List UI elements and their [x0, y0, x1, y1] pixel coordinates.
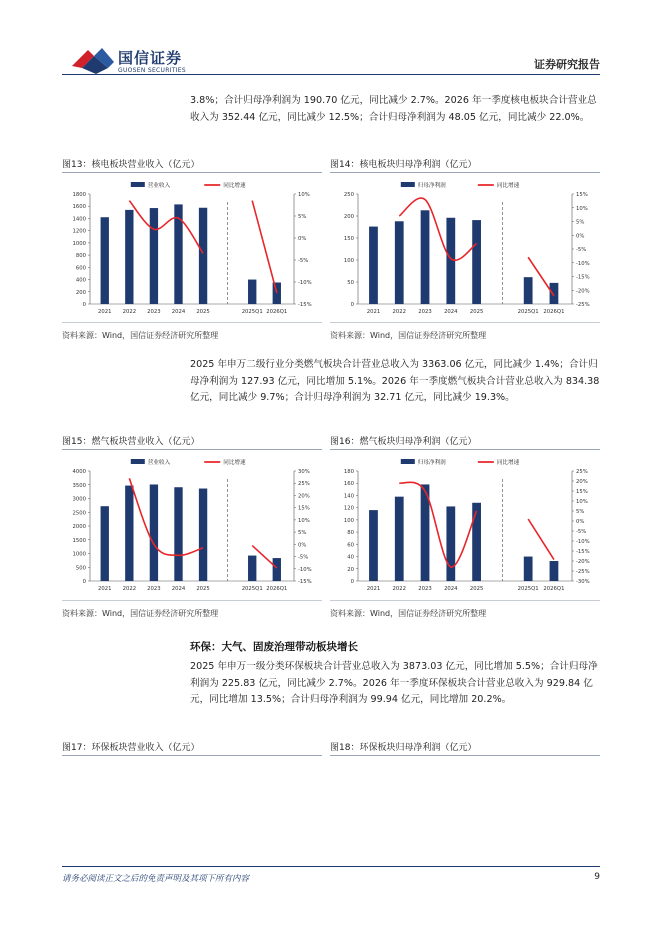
growth-line-annual	[399, 482, 476, 567]
right-tick-label: 30%	[298, 469, 310, 475]
paragraph-environment: 2025 年申万一级分类环保板块合计营业总收入为 3873.03 亿元，同比增加 5.5%；合计归母净利润为 225.83 亿元，同比减少 2.7%。2026 年一季度环保板块合计营业总收入为 929.84 亿元，同比增加 13.5%；合计归母净利润为 99.94 亿元，同比增加 20.2%。	[190, 661, 598, 705]
x-tick-label: 2025Q1	[517, 309, 539, 315]
right-tick-label: 10%	[576, 205, 588, 212]
left-tick-label: 4000	[72, 469, 86, 475]
left-tick-label: 400	[75, 277, 86, 284]
bar-2022	[125, 486, 133, 581]
right-tick-label: 5%	[298, 530, 307, 537]
growth-line-quarterly	[252, 201, 277, 293]
fig15-source: 资料来源：Wind，国信证券经济研究所整理	[62, 609, 219, 618]
bar-2021	[101, 506, 109, 581]
bar-2022	[395, 221, 404, 304]
bar-2025	[199, 208, 207, 304]
bar-2025	[472, 220, 481, 304]
growth-line-annual	[399, 198, 476, 260]
bar-2026Q1	[273, 282, 281, 304]
right-tick-label: -5%	[576, 529, 587, 535]
right-tick-label: -15%	[576, 274, 590, 281]
left-tick-label: 120	[343, 505, 354, 512]
right-tick-label: 5%	[576, 219, 585, 226]
right-tick-label: 0%	[298, 542, 307, 549]
left-tick-label: 0	[82, 579, 86, 585]
fig15-chart	[62, 453, 324, 595]
x-tick-label: 2021	[366, 309, 381, 315]
left-tick-label: 0	[350, 579, 354, 585]
legend-bar-label: 归母净利润	[417, 460, 446, 466]
fig13-top-rule	[62, 172, 322, 173]
company-name-en: GUOSEN SECURITIES	[118, 67, 187, 74]
bar-2024	[174, 204, 182, 304]
right-tick-label: 5%	[298, 214, 307, 220]
bar-2021	[369, 510, 378, 581]
right-tick-label: 25%	[298, 481, 310, 488]
legend-bar-label: 营业收入	[147, 460, 171, 466]
legend-line-label: 同比增速	[223, 460, 246, 466]
left-tick-label: 2500	[72, 510, 86, 517]
fig14-chart	[330, 176, 602, 318]
bar-2025Q1	[248, 280, 256, 304]
x-tick-label: 2026Q1	[543, 309, 565, 315]
fig16-top-rule	[330, 449, 600, 450]
x-tick-label: 2023	[147, 309, 161, 315]
growth-line-annual	[129, 201, 203, 254]
bar-2022	[395, 497, 404, 581]
left-tick-label: 20	[347, 566, 354, 573]
legend-bar-swatch	[401, 182, 415, 187]
fig16-chart	[330, 453, 602, 595]
report-type: 证券研究报告	[534, 58, 600, 71]
left-tick-label: 3000	[72, 496, 86, 503]
legend-bar-swatch	[401, 459, 415, 464]
left-tick-label: 1000	[72, 551, 86, 558]
right-tick-label: -20%	[576, 288, 590, 295]
footer-disclaimer: 请务必阅读正文之后的免责声明及其项下所有内容	[62, 874, 250, 884]
left-tick-label: 40	[347, 554, 354, 561]
bar-2024	[446, 506, 455, 581]
x-tick-label: 2026Q1	[543, 586, 565, 592]
footer-rule	[62, 866, 600, 867]
right-tick-label: -15%	[576, 549, 590, 555]
bar-2026Q1	[550, 561, 559, 581]
right-tick-label: 15%	[298, 505, 310, 512]
x-tick-label: 2023	[418, 309, 432, 315]
x-tick-label: 2025	[196, 586, 210, 592]
right-tick-label: 0%	[298, 236, 307, 242]
bar-2023	[421, 210, 430, 304]
right-tick-label: -5%	[298, 554, 309, 561]
right-tick-label: -10%	[298, 280, 312, 286]
fig15-top-rule	[62, 449, 322, 450]
legend-bar-swatch	[131, 459, 145, 464]
right-tick-label: 20%	[576, 479, 588, 485]
right-tick-label: 25%	[576, 469, 588, 475]
fig14-bottom-rule	[330, 322, 600, 323]
left-tick-label: 600	[75, 265, 86, 272]
x-tick-label: 2024	[171, 586, 186, 592]
left-tick-label: 200	[75, 289, 86, 296]
section-heading-environment: 环保：大气、固废治理带动板块增长	[190, 641, 358, 653]
x-tick-label: 2021	[366, 586, 381, 592]
x-tick-label: 2022	[392, 309, 406, 315]
fig15-title: 图15：燃气板块营业收入（亿元）	[62, 437, 200, 447]
legend-bar-label: 营业收入	[147, 183, 171, 189]
left-tick-label: 50	[347, 280, 354, 286]
legend-line-label: 同比增速	[496, 183, 520, 189]
left-tick-label: 160	[343, 481, 354, 488]
x-tick-label: 2024	[171, 309, 186, 315]
x-tick-label: 2025	[469, 309, 484, 315]
paragraph-nuclear: 3.8%；合计归母净利润为 190.70 亿元，同比减少 2.7%。2026 年一季度核电板块合计营业总收入为 352.44 亿元，同比减少 12.5%；合计归母净利润为 48.05 亿元，同比减少 22.0%。	[190, 95, 597, 123]
fig14-title: 图14：核电板块归母净利润（亿元）	[330, 160, 477, 170]
left-tick-label: 1200	[72, 228, 86, 235]
right-tick-label: 5%	[576, 509, 585, 515]
x-tick-label: 2023	[418, 586, 432, 592]
right-tick-label: -5%	[298, 258, 309, 264]
legend-line-label: 同比增速	[223, 183, 246, 189]
right-tick-label: -25%	[576, 569, 590, 575]
fig14-source: 资料来源：Wind，国信证券经济研究所整理	[330, 331, 487, 340]
left-tick-label: 500	[75, 565, 86, 572]
bar-2024	[174, 487, 182, 581]
right-tick-label: 10%	[298, 192, 310, 198]
bar-2025	[199, 489, 207, 581]
left-tick-label: 1800	[72, 192, 86, 198]
fig15-bottom-rule	[62, 600, 322, 601]
bar-2025Q1	[524, 557, 533, 581]
left-tick-label: 140	[343, 493, 354, 500]
bar-2021	[101, 217, 109, 304]
bar-2025Q1	[248, 556, 256, 581]
fig17-title: 图17：环保板块营业收入（亿元）	[62, 743, 200, 753]
right-tick-label: 10%	[298, 517, 310, 524]
left-tick-label: 1000	[72, 240, 86, 247]
growth-line-annual	[129, 478, 203, 555]
company-name: 国信证券	[118, 49, 183, 67]
bar-2023	[150, 208, 158, 304]
right-tick-label: 15%	[576, 489, 588, 495]
left-tick-label: 100	[343, 258, 354, 264]
x-tick-label: 2025Q1	[517, 586, 539, 592]
right-tick-label: -15%	[298, 302, 312, 308]
left-tick-label: 800	[75, 253, 86, 260]
legend-line-label: 同比增速	[496, 460, 520, 466]
left-tick-label: 100	[343, 517, 354, 524]
x-tick-label: 2026Q1	[266, 309, 288, 315]
right-tick-label: -15%	[298, 579, 312, 585]
x-tick-label: 2025Q1	[241, 586, 263, 592]
fig13-chart	[62, 176, 324, 318]
x-tick-label: 2026Q1	[266, 586, 288, 592]
left-tick-label: 250	[343, 192, 354, 198]
right-tick-label: 20%	[298, 493, 310, 500]
x-tick-label: 2025	[469, 586, 484, 592]
left-tick-label: 1500	[72, 537, 86, 544]
fig16-bottom-rule	[330, 600, 600, 601]
x-tick-label: 2021	[98, 309, 112, 315]
x-tick-label: 2024	[444, 586, 458, 592]
x-tick-label: 2025Q1	[241, 309, 263, 315]
fig17-top-rule	[62, 755, 322, 756]
bar-2023	[150, 484, 158, 581]
left-tick-label: 80	[347, 530, 354, 537]
legend-bar-swatch	[131, 182, 145, 187]
fig13-bottom-rule	[62, 322, 322, 323]
fig16-source: 资料来源：Wind，国信证券经济研究所整理	[330, 609, 487, 618]
fig13-source: 资料来源：Wind，国信证券经济研究所整理	[62, 331, 219, 340]
x-tick-label: 2023	[147, 586, 161, 592]
x-tick-label: 2024	[444, 309, 458, 315]
left-tick-label: 150	[343, 236, 354, 242]
bar-2025Q1	[524, 277, 533, 304]
x-tick-label: 2022	[122, 309, 137, 315]
right-tick-label: 0%	[576, 519, 585, 525]
x-tick-label: 2021	[98, 586, 112, 592]
right-tick-label: -5%	[576, 247, 587, 253]
right-tick-label: -10%	[298, 566, 312, 573]
right-tick-label: 0%	[576, 233, 585, 240]
growth-line-quarterly	[528, 519, 554, 560]
left-tick-label: 60	[347, 542, 354, 549]
guosen-logo	[68, 44, 118, 78]
right-tick-label: -10%	[576, 260, 590, 267]
x-tick-label: 2022	[392, 586, 406, 592]
right-tick-label: 10%	[576, 499, 588, 505]
right-tick-label: -20%	[576, 559, 590, 565]
left-tick-label: 1600	[72, 204, 86, 211]
fig16-title: 图16：燃气板块归母净利润（亿元）	[330, 437, 477, 447]
fig13-title: 图13：核电板块营业收入（亿元）	[62, 160, 200, 170]
fig14-top-rule	[330, 172, 600, 173]
bar-2026Q1	[550, 283, 559, 304]
right-tick-label: -30%	[576, 579, 590, 585]
x-tick-label: 2022	[122, 586, 137, 592]
left-tick-label: 200	[343, 214, 354, 220]
right-tick-label: -25%	[576, 302, 590, 308]
header-rule	[62, 74, 600, 75]
left-tick-label: 2000	[72, 524, 86, 530]
bar-2021	[369, 227, 378, 304]
left-tick-label: 180	[343, 469, 354, 475]
fig18-title: 图18：环保板块归母净利润（亿元）	[330, 743, 477, 753]
right-tick-label: 15%	[576, 192, 588, 198]
legend-bar-label: 归母净利润	[417, 183, 446, 189]
left-tick-label: 1400	[72, 216, 86, 223]
page-number: 9	[594, 872, 600, 882]
x-tick-label: 2025	[196, 309, 210, 315]
bar-2022	[125, 210, 133, 304]
bar-2026Q1	[273, 558, 281, 581]
left-tick-label: 0	[350, 302, 354, 308]
right-tick-label: -10%	[576, 539, 590, 545]
paragraph-gas: 2025 年申万二级行业分类燃气板块合计营业总收入为 3363.06 亿元，同比减少 1.4%；合计归母净利润为 127.93 亿元，同比增加 5.1%。2026 年一季度燃气板块合计营业总收入为 834.38 亿元，同比减少 9.7%；合计归母净利润为 32.71 亿元，同比减少 19.3%。	[190, 359, 600, 403]
fig18-top-rule	[330, 755, 600, 756]
bar-2025	[472, 503, 481, 581]
left-tick-label: 0	[82, 302, 86, 308]
left-tick-label: 3500	[72, 482, 86, 489]
